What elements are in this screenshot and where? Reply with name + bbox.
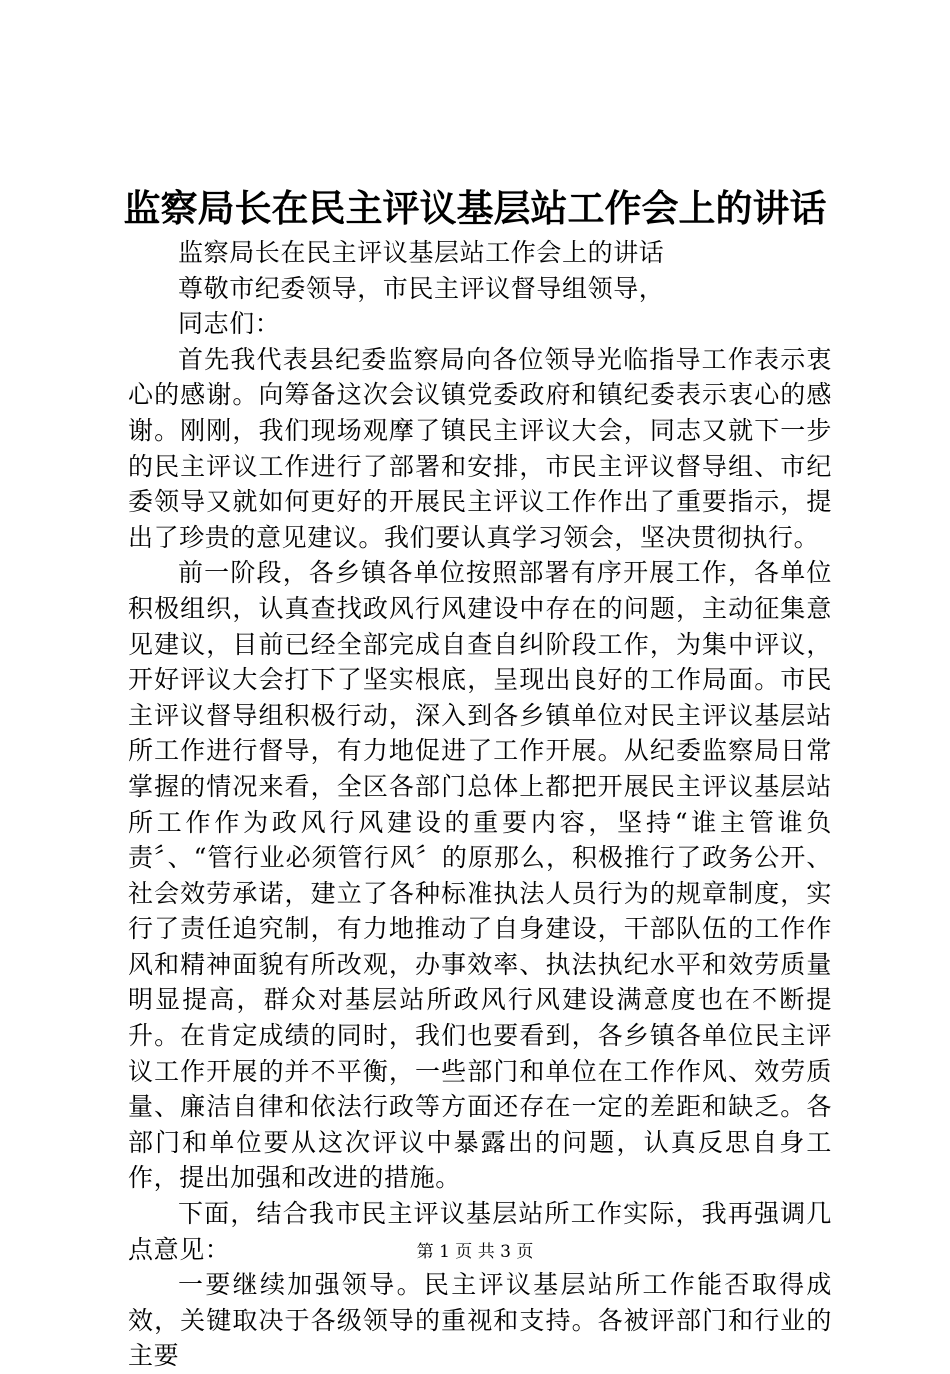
paragraph-subtitle: 监察局长在民主评议基层站工作会上的讲话: [178, 238, 665, 267]
paragraph-salutation: 尊敬市纪委领导，市民主评议督导组领导，: [178, 273, 665, 303]
paragraph-thanks: 首先我代表县纪委监察局向各位领导光临指导工作表示衷心的感谢。向筹备这次会议镇党委政府和镇纪委表示衷心的感谢。刚刚，我们现场观摩了镇民主评议大会，同志又就下一步的民主评议工作进行了部署和安排，市民主评议督导组、市纪委领导又就如何更好的开展民主评议工作作出了重要指示，提出了珍贵的意见建议。我们要认真学习领会，坚决贯彻执行。: [128, 344, 832, 552]
paragraph-review: 前一阶段，各乡镇各单位按照部署有序开展工作，各单位积极组织，认真查找政风行风建设中存在的问题，主动征集意见建议，目前已经全部完成自查自纠阶段工作，为集中评议，开好评议大会打下了坚实根底，呈现出良好的工作局面。市民主评议督导组积极行动，深入到各乡镇单位对民主评议基层站所工作进行督导，有力地促进了工作开展。从纪委监察局日常掌握的情况来看，全区各部门总体上都把开展民主评议基层站所工作作为政风行风建设的重要内容，坚持“谁主管谁负责〞、“管行业必须管行风〞的原那么，积极推行了政务公开、社会效劳承诺，建立了各种标准执法人员行为的规章制度，实行了责任追究制，有力地推动了自身建设，干部队伍的工作作风和精神面貌有所改观，办事效率、执法执纪水平和效劳质量明显提高，群众对基层站所政风行风建设满意度也在不断提升。在肯定成绩的同时，我们也要看到，各乡镇各单位民主评议工作开展的并不平衡，一些部门和单位在工作作风、效劳质量、廉洁自律和依法行政等方面还存在一定的差距和缺乏。各部门和单位要从这次评议中暴露出的问题，认真反思自身工作，提出加强和改进的措施。: [128, 558, 832, 1193]
document-body: [128, 235, 832, 1374]
document-title: 监察局长在民主评议基层站工作会上的讲话: [123, 186, 827, 230]
paragraph-greeting: 同志们：: [178, 309, 281, 339]
paragraph-point-one: 一要继续加强领导。民主评议基层站所工作能否取得成效，关键取决于各级领导的重视和支持。各被评部门和行业的主要: [128, 1270, 832, 1371]
paragraph-transition: 下面，结合我市民主评议基层站所工作实际，我再强调几点意见：: [128, 1199, 832, 1264]
page-footer: 第 1 页 共 3 页: [416, 1242, 534, 1262]
